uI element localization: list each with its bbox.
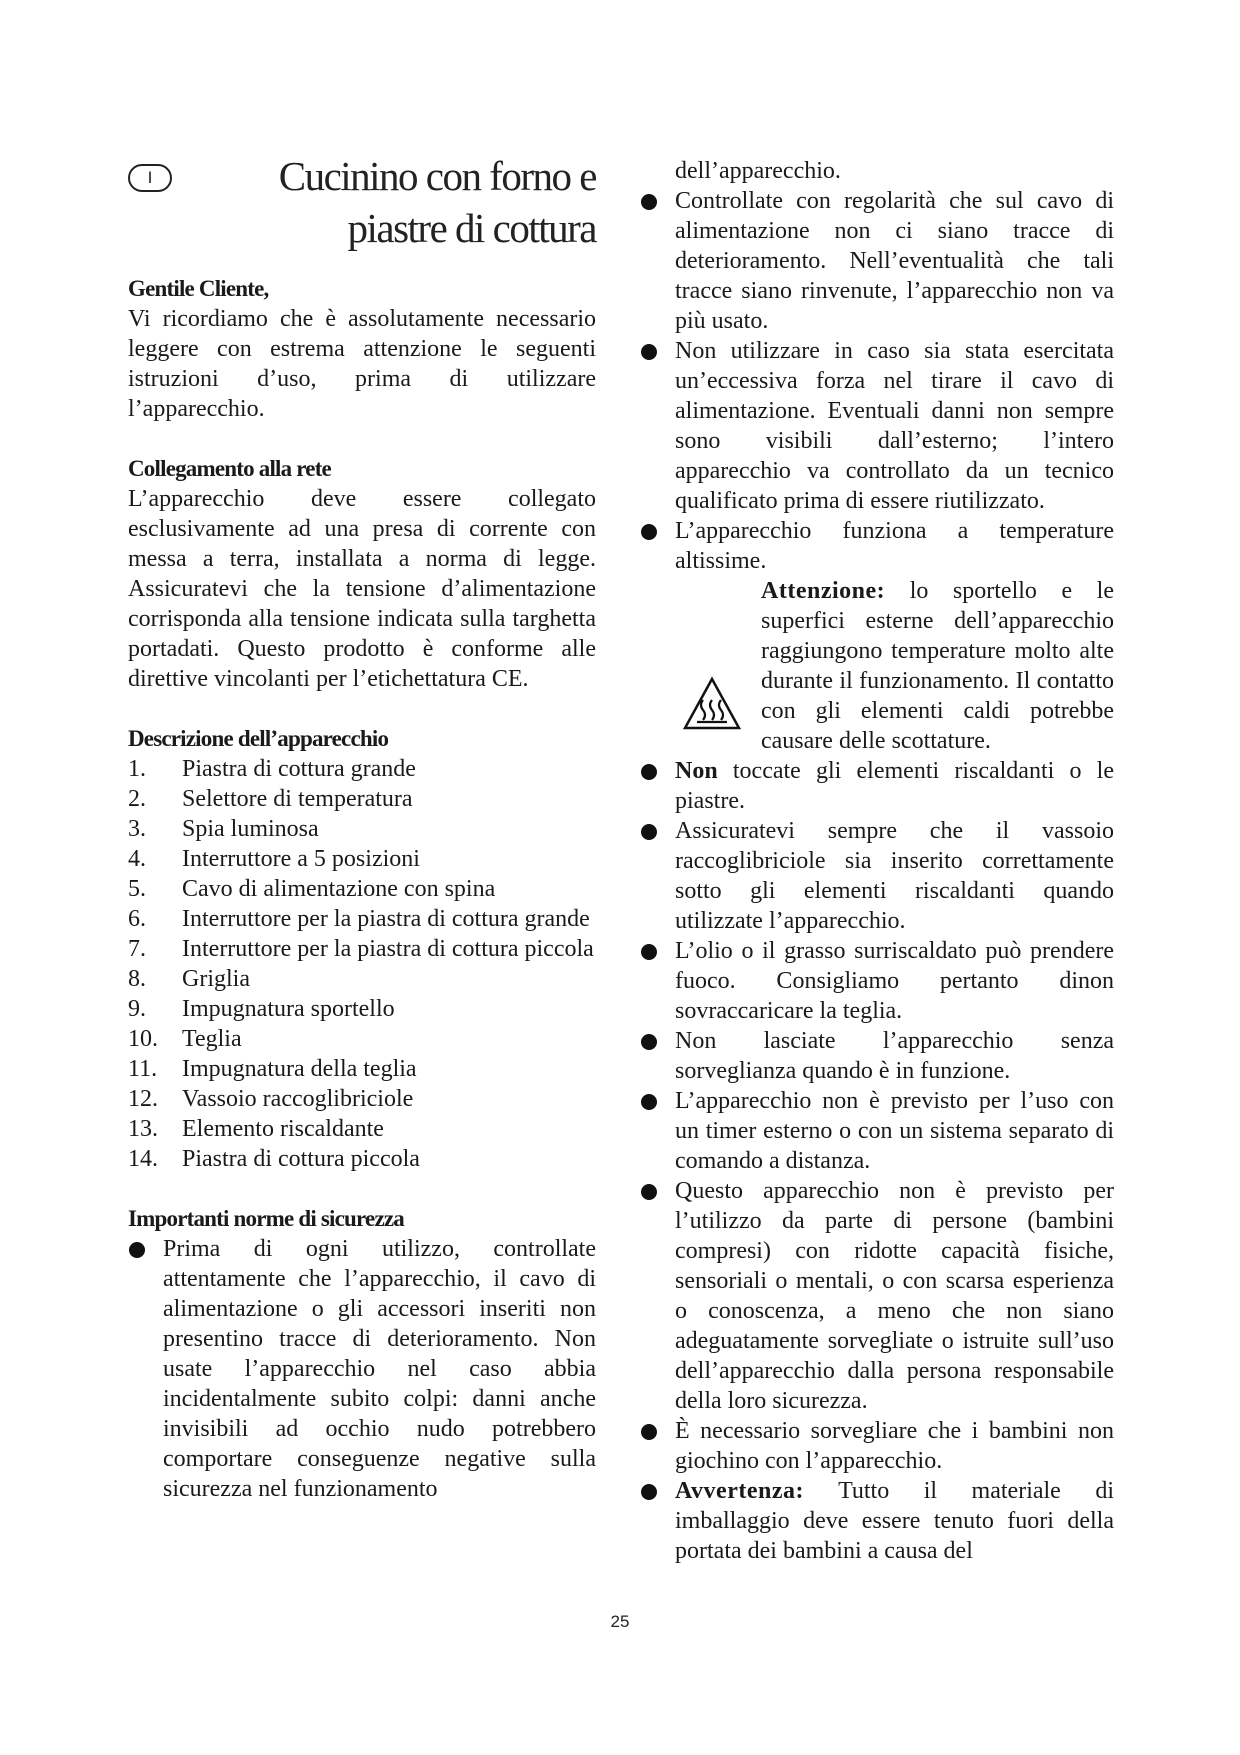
- bullet-icon: [641, 1484, 657, 1500]
- bullet-icon: [641, 1184, 657, 1200]
- list-item: 14. Piastra di cottura piccola: [128, 1146, 420, 1172]
- left-column: [128, 150, 596, 1504]
- bullet-icon: [641, 944, 657, 960]
- list-item: 13. Elemento riscaldante: [128, 1116, 384, 1142]
- bullet-icon: [641, 824, 657, 840]
- intro-text: Vi ricordiamo che è assolutamente necessario leggere con estrema attenzione le seguenti istruzioni d’uso, prima di utilizzare l’apparecchio.: [128, 306, 596, 422]
- parts-list: [128, 754, 596, 1174]
- warning-label: Attenzione:: [761, 578, 886, 604]
- list-item: 7. Interruttore per la piastra di cottura piccola: [128, 936, 594, 962]
- safety-list-right-a: [640, 186, 1114, 576]
- safety-bullet: Non toccate gli elementi riscaldanti o le piastre.: [640, 756, 1114, 816]
- continued-text: dell’apparecchio.: [675, 158, 841, 184]
- list-item: 2. Selettore di temperatura: [128, 786, 413, 812]
- safety-bullet: Controllate con regolarità che sul cavo di alimentazione non ci siano tracce di deterioramento. Nell’eventualità che tali tracce siano rinvenute, l’apparecchio non va più usato.: [640, 186, 1114, 336]
- connection-text: L’apparecchio deve essere collegato esclusivamente ad una presa di corrente con messa a terra, installata a norma di legge. Assicuratevi che la tensione d’alimentazione corrisponda alla tensione indicata sulla targhetta portadati. Questo prodotto è conforme alle direttive vincolanti per l’etichettatura CE.: [128, 486, 596, 692]
- bullet-icon: [129, 1242, 145, 1258]
- safety-bullet: Questo apparecchio non è previsto per l’utilizzo da parte di persone (bambini compresi) con ridotte capacità fisiche, sensoriali o mentali, o con scarsa esperienza o conoscenza, a meno che non siano adeguatamente sorvegliate o istruite sull’uso dell’apparecchio dalla persona responsabile della loro sicurezza.: [640, 1176, 1114, 1416]
- list-item: 4. Interruttore a 5 posizioni: [128, 846, 420, 872]
- connection-heading: Collegamento alla rete: [128, 456, 331, 481]
- bullet-icon: [641, 764, 657, 780]
- safety-bullet: Prima di ogni utilizzo, controllate attentamente che l’apparecchio, il cavo di alimentazione o gli accessori inseriti non presentino tracce di deterioramento. Non usate l’apparecchio nel caso abbia incidentalmente subito colpi: danni anche invisibili ad occhio nudo potrebbero comportare conseguenze negative sulla sicurezza nel funzionamento: [128, 1234, 596, 1504]
- list-item: 3. Spia luminosa: [128, 816, 319, 842]
- list-item: 12. Vassoio raccoglibriciole: [128, 1086, 414, 1112]
- page-number: 25: [610, 1612, 630, 1631]
- list-item: 1. Piastra di cottura grande: [128, 756, 416, 782]
- safety-bullet: L’apparecchio funziona a temperature altissime.: [640, 516, 1114, 576]
- safety-bullet: Non lasciate l’apparecchio senza sorveglianza quando è in funzione.: [640, 1026, 1114, 1086]
- list-item: 6. Interruttore per la piastra di cottura grande: [128, 906, 590, 932]
- safety-heading: Importanti norme di sicurezza: [128, 1206, 404, 1231]
- notice-label: Avvertenza:: [675, 1478, 804, 1504]
- list-item: 10. Teglia: [128, 1026, 242, 1052]
- warning-text: Attenzione: lo sportello e le superfici esterne dell’apparecchio raggiungono temperature molto alte durante il funzionamento. Il contatto con gli elementi caldi potrebbe causare delle scottature.: [761, 578, 1114, 754]
- list-item: 9. Impugnatura sportello: [128, 996, 395, 1022]
- list-item: 5. Cavo di alimentazione con spina: [128, 876, 496, 902]
- title-block: [128, 150, 596, 258]
- list-item: 8. Griglia: [128, 966, 250, 992]
- safety-bullet: È necessario sorvegliare che i bambini non giochino con l’apparecchio.: [640, 1416, 1114, 1476]
- title-line-1: Cucinino con forno e: [278, 153, 596, 199]
- title-line-2: piastre di cottura: [347, 205, 596, 251]
- safety-bullet: L’apparecchio non è previsto per l’uso con un timer esterno o con un sistema separato di comando a distanza.: [640, 1086, 1114, 1176]
- hot-surface-warning: [640, 576, 1114, 756]
- safety-bullet: Avvertenza: Tutto il materiale di imballaggio deve essere tenuto fuori della portata dei bambini a causa del: [640, 1476, 1114, 1566]
- safety-bullet: Non utilizzare in caso sia stata esercitata un’eccessiva forza nel tirare il cavo di alimentazione. Eventuali danni non sempre sono visibili dall’esterno; l’intero apparecchio va controllato da un tecnico qualificato prima di essere riutilizzato.: [640, 336, 1114, 516]
- bullet-icon: [641, 194, 657, 210]
- bullet-icon: [641, 344, 657, 360]
- bullet-icon: [641, 1424, 657, 1440]
- list-item: 11. Impugnatura della teglia: [128, 1056, 417, 1082]
- description-heading: Descrizione dell’apparecchio: [128, 726, 389, 751]
- right-column: [640, 156, 1114, 1566]
- safety-bullet: Assicuratevi sempre che il vassoio raccoglibriciole sia inserito correttamente sotto gli elementi riscaldanti quando utilizzate l’apparecchio.: [640, 816, 1114, 936]
- safety-list-right-b: [640, 756, 1114, 1566]
- hot-surface-warning-icon: [682, 676, 742, 732]
- bullet-icon: [641, 1034, 657, 1050]
- language-badge: I: [128, 164, 172, 192]
- safety-bullet: L’olio o il grasso surriscaldato può prendere fuoco. Consigliamo pertanto dinon sovraccaricare la teglia.: [640, 936, 1114, 1026]
- safety-list-left: [128, 1234, 596, 1504]
- bullet-icon: [641, 524, 657, 540]
- page-title: [279, 150, 596, 254]
- bullet-icon: [641, 1094, 657, 1110]
- greeting: Gentile Cliente,: [128, 276, 269, 301]
